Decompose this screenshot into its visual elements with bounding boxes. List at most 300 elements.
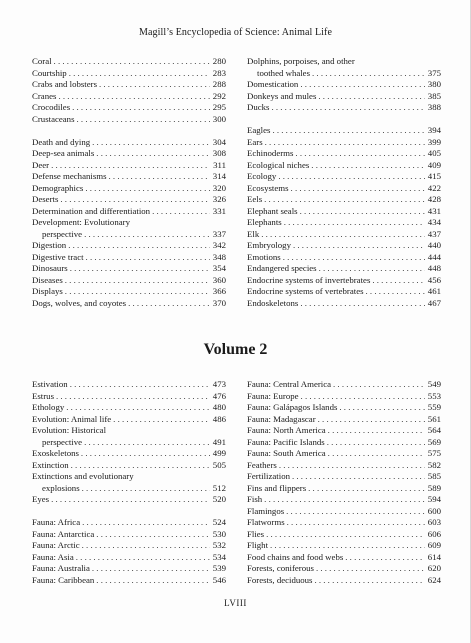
entry-page-number: 434	[427, 217, 441, 227]
dot-leader	[300, 298, 425, 310]
entry-page-number: 448	[427, 263, 441, 273]
entry-title: Ecology	[247, 171, 277, 181]
entry-title: Demographics	[32, 182, 84, 193]
dot-leader	[314, 575, 425, 587]
entry-title: Elephants	[247, 217, 282, 227]
entry-page-number: 437	[427, 228, 441, 239]
dot-leader	[278, 171, 425, 183]
entry-page-number: 283	[212, 67, 226, 78]
entry-page-number: 609	[427, 540, 441, 550]
index-entry-heading	[32, 471, 226, 483]
entry-page-number: 467	[427, 297, 441, 308]
entry-title: Endocrine systems of vertebrates	[247, 286, 364, 296]
dot-leader	[264, 494, 425, 506]
entry-title: Fauna: South America	[247, 448, 326, 458]
index-entry	[32, 148, 226, 160]
index-column-section1-left	[32, 56, 226, 309]
entry-title: Fins and flippers	[247, 482, 307, 493]
dot-leader	[109, 171, 210, 183]
dot-leader	[328, 448, 425, 460]
entry-title: Fish	[247, 494, 263, 504]
entry-page-number: 559	[427, 402, 441, 412]
index-entry	[247, 79, 441, 91]
entry-title: Fauna: Antarctica	[32, 528, 95, 539]
entry-page-number: 499	[212, 448, 226, 458]
dot-leader	[301, 391, 425, 403]
entry-page-number: 539	[212, 563, 226, 573]
entry-title: Courtship	[32, 67, 67, 78]
dot-leader	[328, 425, 425, 437]
entry-title: Fauna: Europe	[247, 390, 299, 401]
entry-page-number: 394	[427, 125, 441, 135]
index-entry	[32, 171, 226, 183]
index-entry	[247, 240, 441, 252]
index-entry	[247, 148, 441, 160]
entry-page-number: 476	[212, 390, 226, 401]
entry-title: Ducks	[247, 102, 270, 112]
entry-title: Fauna: Africa	[32, 517, 81, 527]
index-entry	[32, 437, 226, 449]
entry-page-number: 561	[427, 413, 441, 424]
index-entry	[32, 229, 226, 241]
dot-leader	[272, 125, 425, 137]
index-entry	[247, 552, 441, 564]
dot-leader	[318, 91, 425, 103]
dot-leader	[84, 437, 210, 449]
entry-title: Fauna: Pacific Islands	[247, 436, 325, 447]
index-entry	[247, 298, 441, 310]
dot-leader	[291, 183, 425, 195]
entry-title: Flatworms	[247, 517, 285, 527]
index-entry	[247, 540, 441, 552]
dot-leader	[92, 563, 210, 575]
index-entry	[247, 183, 441, 195]
index-entry	[247, 425, 441, 437]
entry-title: explosions	[42, 482, 80, 493]
entry-page-number: 473	[212, 379, 226, 389]
entry-title: Ethology	[32, 402, 65, 412]
dot-leader	[96, 148, 210, 160]
entry-title: Fertilization	[247, 471, 290, 481]
dot-leader	[284, 217, 425, 229]
entry-page-number: 342	[212, 240, 226, 250]
index-entry	[32, 160, 226, 172]
running-header: Magill’s Encyclopedia of Science: Animal Life	[138, 27, 333, 38]
entry-page-number: 575	[427, 448, 441, 458]
entry-spacer	[32, 506, 226, 518]
index-entry	[32, 79, 226, 91]
entry-page-number: 589	[427, 482, 441, 493]
dot-leader	[300, 206, 425, 218]
entry-title: Ecological niches	[247, 159, 310, 170]
entry-title: Eagles	[247, 125, 271, 135]
dot-leader	[58, 91, 210, 103]
entry-title: Deserts	[32, 194, 59, 204]
dot-leader	[51, 160, 210, 172]
entry-title: Elk	[247, 228, 260, 239]
index-entry	[247, 379, 441, 391]
index-entry	[32, 252, 226, 264]
volume-heading: Volume 2	[203, 341, 268, 358]
entry-page-number: 491	[212, 436, 226, 447]
entry-title: Fauna: Australia	[32, 563, 90, 573]
dot-leader	[81, 448, 210, 460]
entry-title: Dogs, wolves, and coyotes	[32, 297, 127, 308]
entry-page-number: 366	[212, 286, 226, 296]
entry-page-number: 594	[427, 494, 441, 504]
entry-title: Crocodiles	[32, 102, 71, 112]
entry-title: Exoskeletons	[32, 448, 79, 458]
entry-title: Deep-sea animals	[32, 148, 95, 158]
entry-title: Donkeys and mules	[247, 90, 317, 101]
index-entry-heading	[32, 217, 226, 229]
entry-page-number: 549	[427, 379, 441, 389]
entry-title: Evolution: Historical	[32, 425, 107, 435]
entry-page-number: 370	[212, 297, 226, 308]
index-entry	[247, 529, 441, 541]
entry-page-number: 304	[212, 136, 226, 147]
entry-page-number: 512	[212, 482, 226, 493]
dot-leader	[82, 517, 210, 529]
index-entry	[247, 102, 441, 114]
entry-title: Endoskeletons	[247, 297, 299, 308]
index-entry	[32, 414, 226, 426]
entry-page-number: 422	[427, 182, 441, 193]
entry-page-number: 399	[427, 136, 441, 147]
entry-title: Fauna: Central America	[247, 379, 332, 389]
index-entry	[247, 575, 441, 587]
entry-page-number: 431	[427, 205, 441, 216]
dot-leader	[70, 379, 210, 391]
index-entry	[247, 517, 441, 529]
entry-title: Embryology	[247, 240, 291, 250]
index-entry	[247, 494, 441, 506]
entry-page-number: 280	[212, 56, 226, 66]
entry-title: Fauna: Asia	[32, 551, 74, 562]
dot-leader	[261, 229, 425, 241]
entry-page-number: 456	[427, 274, 441, 285]
entry-title: Estivation	[32, 379, 68, 389]
index-entry	[32, 286, 226, 298]
dot-leader	[333, 379, 425, 391]
entry-page-number: 415	[427, 171, 441, 181]
entry-title: Cranes	[32, 90, 57, 101]
entry-title: Ecosystems	[247, 182, 289, 193]
dot-leader	[279, 460, 425, 472]
entry-page-number: 331	[212, 205, 226, 216]
dot-leader	[270, 540, 425, 552]
entry-page-number: 620	[427, 563, 441, 573]
entry-page-number: 292	[212, 90, 226, 101]
index-entry	[247, 229, 441, 241]
dot-leader	[152, 206, 210, 218]
index-entry	[32, 183, 226, 195]
entry-title: Evolution: Animal life	[32, 413, 112, 424]
index-entry	[247, 125, 441, 137]
index-entry	[247, 275, 441, 287]
dot-leader	[319, 263, 425, 275]
dot-leader	[292, 471, 425, 483]
entry-title: Eels	[247, 194, 263, 204]
entry-title: Flies	[247, 528, 265, 539]
index-entry	[32, 517, 226, 529]
entry-page-number: 564	[427, 425, 441, 435]
entry-page-number: 314	[212, 171, 226, 181]
dot-leader	[96, 575, 210, 587]
entry-page-number: 288	[212, 79, 226, 89]
entry-title: Dolphins, porpoises, and other	[247, 56, 355, 66]
index-entry	[32, 56, 226, 68]
entry-page-number: 354	[212, 263, 226, 273]
entry-page-number: 520	[212, 494, 226, 504]
dot-leader	[86, 252, 210, 264]
index-entry	[32, 402, 226, 414]
entry-title: Ears	[247, 136, 263, 147]
index-entry	[32, 483, 226, 495]
index-entry	[32, 194, 226, 206]
dot-leader	[71, 460, 210, 472]
index-entry	[247, 91, 441, 103]
index-entry-heading	[247, 56, 441, 68]
index-entry	[32, 275, 226, 287]
entry-page-number: 440	[427, 240, 441, 250]
entry-title: Flight	[247, 540, 269, 550]
index-entry	[32, 552, 226, 564]
entry-spacer	[32, 125, 226, 137]
entry-title: Crustaceans	[32, 113, 75, 124]
index-entry	[247, 471, 441, 483]
index-entry	[247, 414, 441, 426]
index-entry	[247, 194, 441, 206]
dot-leader	[66, 402, 210, 414]
index-entry	[247, 448, 441, 460]
entry-title: Domestication	[247, 79, 299, 89]
index-entry	[247, 391, 441, 403]
dot-leader	[286, 506, 425, 518]
dot-leader	[372, 275, 425, 287]
dot-leader	[366, 286, 425, 298]
entry-title: Death and dying	[32, 136, 91, 147]
entry-page-number: 300	[212, 113, 226, 124]
index-entry	[247, 437, 441, 449]
index-column-section2-left	[32, 379, 226, 586]
entry-title: Fauna: Galápagos Islands	[247, 402, 338, 412]
index-entry	[32, 91, 226, 103]
dot-leader	[72, 102, 210, 114]
entry-page-number: 582	[427, 459, 441, 470]
index-entry	[32, 575, 226, 587]
dot-leader	[113, 414, 210, 426]
dot-leader	[308, 483, 425, 495]
entry-page-number: 530	[212, 528, 226, 539]
index-entry	[247, 563, 441, 575]
dot-leader	[96, 529, 210, 541]
entry-page-number: 409	[427, 159, 441, 170]
dot-leader	[54, 56, 210, 68]
entry-page-number: 486	[212, 413, 226, 424]
entry-page-number: 428	[427, 194, 441, 204]
entry-title: Emotions	[247, 251, 281, 262]
entry-title: Food chains and food webs	[247, 551, 344, 562]
entry-page-number: 295	[212, 102, 226, 112]
entry-page-number: 375	[427, 67, 441, 78]
entry-title: Fauna: North America	[247, 425, 326, 435]
entry-title: Coral	[32, 56, 52, 66]
index-entry	[247, 68, 441, 80]
dot-leader	[128, 298, 210, 310]
entry-page-number: 320	[212, 182, 226, 193]
dot-leader	[77, 114, 210, 126]
index-entry	[247, 217, 441, 229]
entry-title: Elephant seals	[247, 205, 298, 216]
dot-leader	[65, 286, 210, 298]
dot-leader	[264, 194, 425, 206]
entry-page-number: 380	[427, 79, 441, 89]
index-entry	[32, 206, 226, 218]
dot-leader	[68, 240, 210, 252]
entry-title: Feathers	[247, 459, 277, 470]
index-entry	[247, 206, 441, 218]
dot-leader	[345, 552, 425, 564]
dot-leader	[295, 148, 425, 160]
entry-title: Extinction	[32, 459, 69, 470]
index-entry	[32, 529, 226, 541]
index-entry	[247, 263, 441, 275]
entry-page-number: 569	[427, 436, 441, 447]
entry-page-number: 614	[427, 551, 441, 562]
index-entry	[247, 506, 441, 518]
entry-page-number: 603	[427, 517, 441, 527]
entry-title: Digestive tract	[32, 251, 84, 262]
index-entry	[247, 460, 441, 472]
index-entry	[247, 171, 441, 183]
index-entry	[247, 483, 441, 495]
dot-leader	[265, 137, 425, 149]
entry-page-number: 348	[212, 251, 226, 262]
entry-title: Flamingos	[247, 505, 285, 516]
dot-leader	[92, 137, 210, 149]
dot-leader	[300, 79, 425, 91]
index-entry	[32, 240, 226, 252]
dot-leader	[266, 529, 425, 541]
index-entry	[247, 286, 441, 298]
entry-page-number: 534	[212, 551, 226, 562]
dot-leader	[51, 494, 210, 506]
index-entry	[32, 391, 226, 403]
index-entry-heading	[32, 425, 226, 437]
entry-title: Fauna: Madagascar	[247, 413, 316, 424]
entry-title: Extinctions and evolutionary	[32, 471, 134, 481]
dot-leader	[85, 183, 210, 195]
entry-page-number: 326	[212, 194, 226, 204]
dot-leader	[82, 540, 210, 552]
index-entry	[32, 563, 226, 575]
index-entry	[32, 114, 226, 126]
index-entry	[32, 68, 226, 80]
dot-leader	[327, 437, 425, 449]
dot-leader	[76, 552, 210, 564]
dot-leader	[84, 229, 210, 241]
entry-page-number: 585	[427, 471, 441, 481]
dot-leader	[69, 68, 210, 80]
entry-title: Dinosaurs	[32, 263, 68, 273]
dot-leader	[271, 102, 425, 114]
entry-title: toothed whales	[257, 67, 311, 78]
dot-leader	[60, 194, 210, 206]
index-entry	[32, 448, 226, 460]
entry-page-number: 600	[427, 505, 441, 516]
entry-title: Development: Evolutionary	[32, 217, 130, 227]
entry-page-number: 606	[427, 528, 441, 539]
entry-title: Estrus	[32, 390, 54, 401]
index-entry	[247, 160, 441, 172]
page-number: LVIII	[224, 598, 247, 608]
dot-leader	[283, 252, 425, 264]
index-entry	[32, 540, 226, 552]
dot-leader	[56, 391, 210, 403]
entry-page-number: 388	[427, 102, 441, 112]
index-entry	[32, 263, 226, 275]
index-entry	[32, 137, 226, 149]
entry-page-number: 480	[212, 402, 226, 412]
entry-title: Forests, deciduous	[247, 574, 313, 585]
entry-page-number: 385	[427, 90, 441, 101]
entry-title: Crabs and lobsters	[32, 79, 97, 89]
dot-leader	[312, 68, 425, 80]
index-entry	[247, 252, 441, 264]
entry-title: Endangered species	[247, 263, 317, 273]
index-column-section1-right	[247, 56, 441, 309]
entry-title: Digestion	[32, 240, 67, 250]
dot-leader	[287, 517, 425, 529]
dot-leader	[311, 160, 425, 172]
index-entry	[32, 460, 226, 472]
entry-page-number: 505	[212, 459, 226, 470]
entry-page-number: 337	[212, 228, 226, 239]
entry-title: Deer	[32, 159, 50, 170]
index-entry	[32, 102, 226, 114]
dot-leader	[65, 275, 210, 287]
entry-title: perspective	[42, 436, 83, 447]
dot-leader	[99, 79, 210, 91]
entry-page-number: 311	[213, 159, 226, 170]
entry-page-number: 444	[427, 251, 441, 262]
index-entry	[32, 379, 226, 391]
entry-page-number: 360	[212, 274, 226, 285]
index-entry	[32, 494, 226, 506]
entry-page-number: 524	[212, 517, 226, 527]
entry-title: Fauna: Arctic	[32, 540, 80, 550]
index-entry	[247, 402, 441, 414]
dot-leader	[318, 414, 425, 426]
entry-title: Defense mechanisms	[32, 171, 107, 181]
entry-page-number: 553	[427, 390, 441, 401]
index-column-section2-right	[247, 379, 441, 586]
entry-title: Forests, coniferous	[247, 563, 314, 573]
entry-title: Determination and differentiation	[32, 205, 151, 216]
entry-page-number: 308	[212, 148, 226, 158]
dot-leader	[293, 240, 425, 252]
entry-title: perspective	[42, 228, 83, 239]
entry-page-number: 546	[212, 574, 226, 585]
dot-leader	[339, 402, 425, 414]
dot-leader	[82, 483, 210, 495]
entry-page-number: 405	[427, 148, 441, 158]
index-entry	[247, 137, 441, 149]
entry-title: Echinoderms	[247, 148, 294, 158]
entry-title: Diseases	[32, 274, 63, 285]
dot-leader	[316, 563, 425, 575]
